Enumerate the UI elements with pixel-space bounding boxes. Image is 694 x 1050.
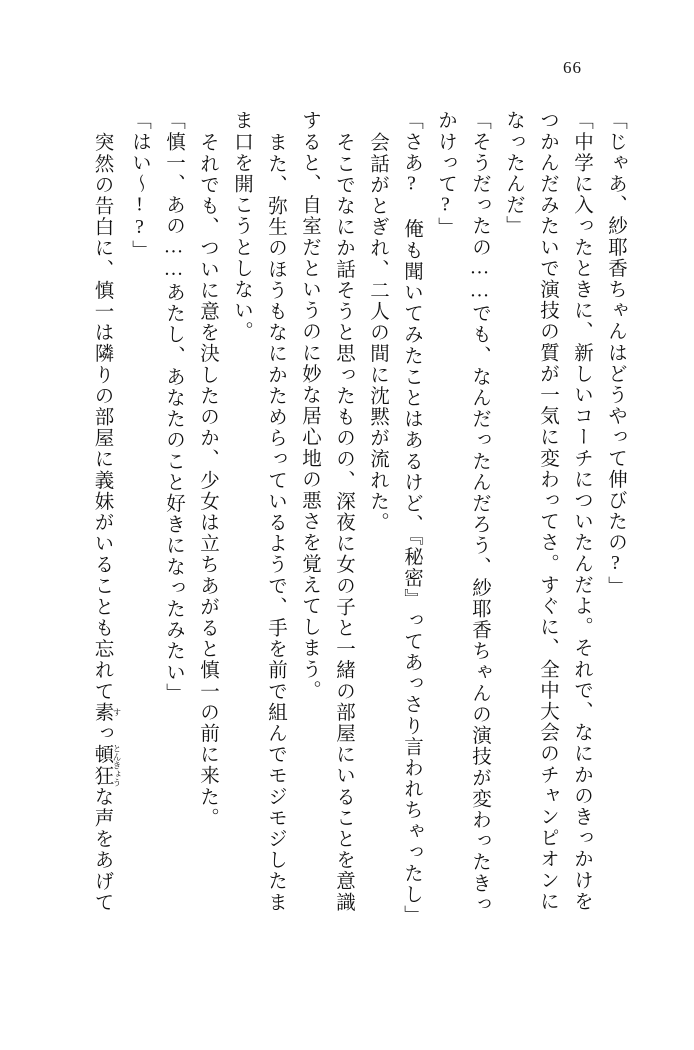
text-line: かけって?」 bbox=[435, 110, 456, 239]
text-line: つかんだみたいで演技の質が一気に変わってさ。すぐに、全中大会のチャンピオンに bbox=[537, 110, 558, 912]
text-line: 「さあ? 俺も聞いてみたことはあるけど、『秘密』ってあっさり言われちゃったし」 bbox=[401, 110, 422, 927]
text-line: ま口を開こうとしない。 bbox=[231, 110, 252, 343]
text-line: 「じゃあ、紗耶香ちゃんはどうやって伸びたの?」 bbox=[605, 110, 626, 597]
text-line: 会話がとぎれ、二人の間に沈黙が流れた。 bbox=[367, 132, 388, 533]
vertical-text-body bbox=[60, 110, 632, 970]
text-line: なったんだ」 bbox=[503, 110, 524, 237]
text-line: 「そうだったの……でも、なんだったんだろう、紗耶香ちゃんの演技が変わったきっ bbox=[469, 110, 490, 915]
text-line-with-ruby: 突然の告白に、慎一は隣りの部屋に義妹がいることも忘れて素 すっ頓狂 とんきょうな声をあげて bbox=[91, 132, 122, 913]
text-line: 「中学に入ったときに、新しいコーチについたんだよ。それで、なにかのきっかけを bbox=[571, 110, 592, 912]
text-line: また、弥生のほうもなにかためらっているようで、手を前で組んでモジモジしたま bbox=[265, 132, 286, 913]
text-line: 「はい〜!?」 bbox=[129, 110, 150, 261]
text-line: そこでなにか話そうと思ったものの、深夜に女の子と一緒の部屋にいることを意識 bbox=[333, 132, 354, 913]
page-number: 66 bbox=[563, 58, 582, 77]
text-line: 「慎一、あの……あたし、あなたのこと好きになったみたい」 bbox=[163, 110, 184, 704]
text-line: すると、自室だというのに妙な居心地の悪さを覚えてしまう。 bbox=[299, 110, 320, 701]
text-line: それでも、ついに意を決したのか、少女は立ちあがると慎一の前に来た。 bbox=[197, 132, 218, 829]
